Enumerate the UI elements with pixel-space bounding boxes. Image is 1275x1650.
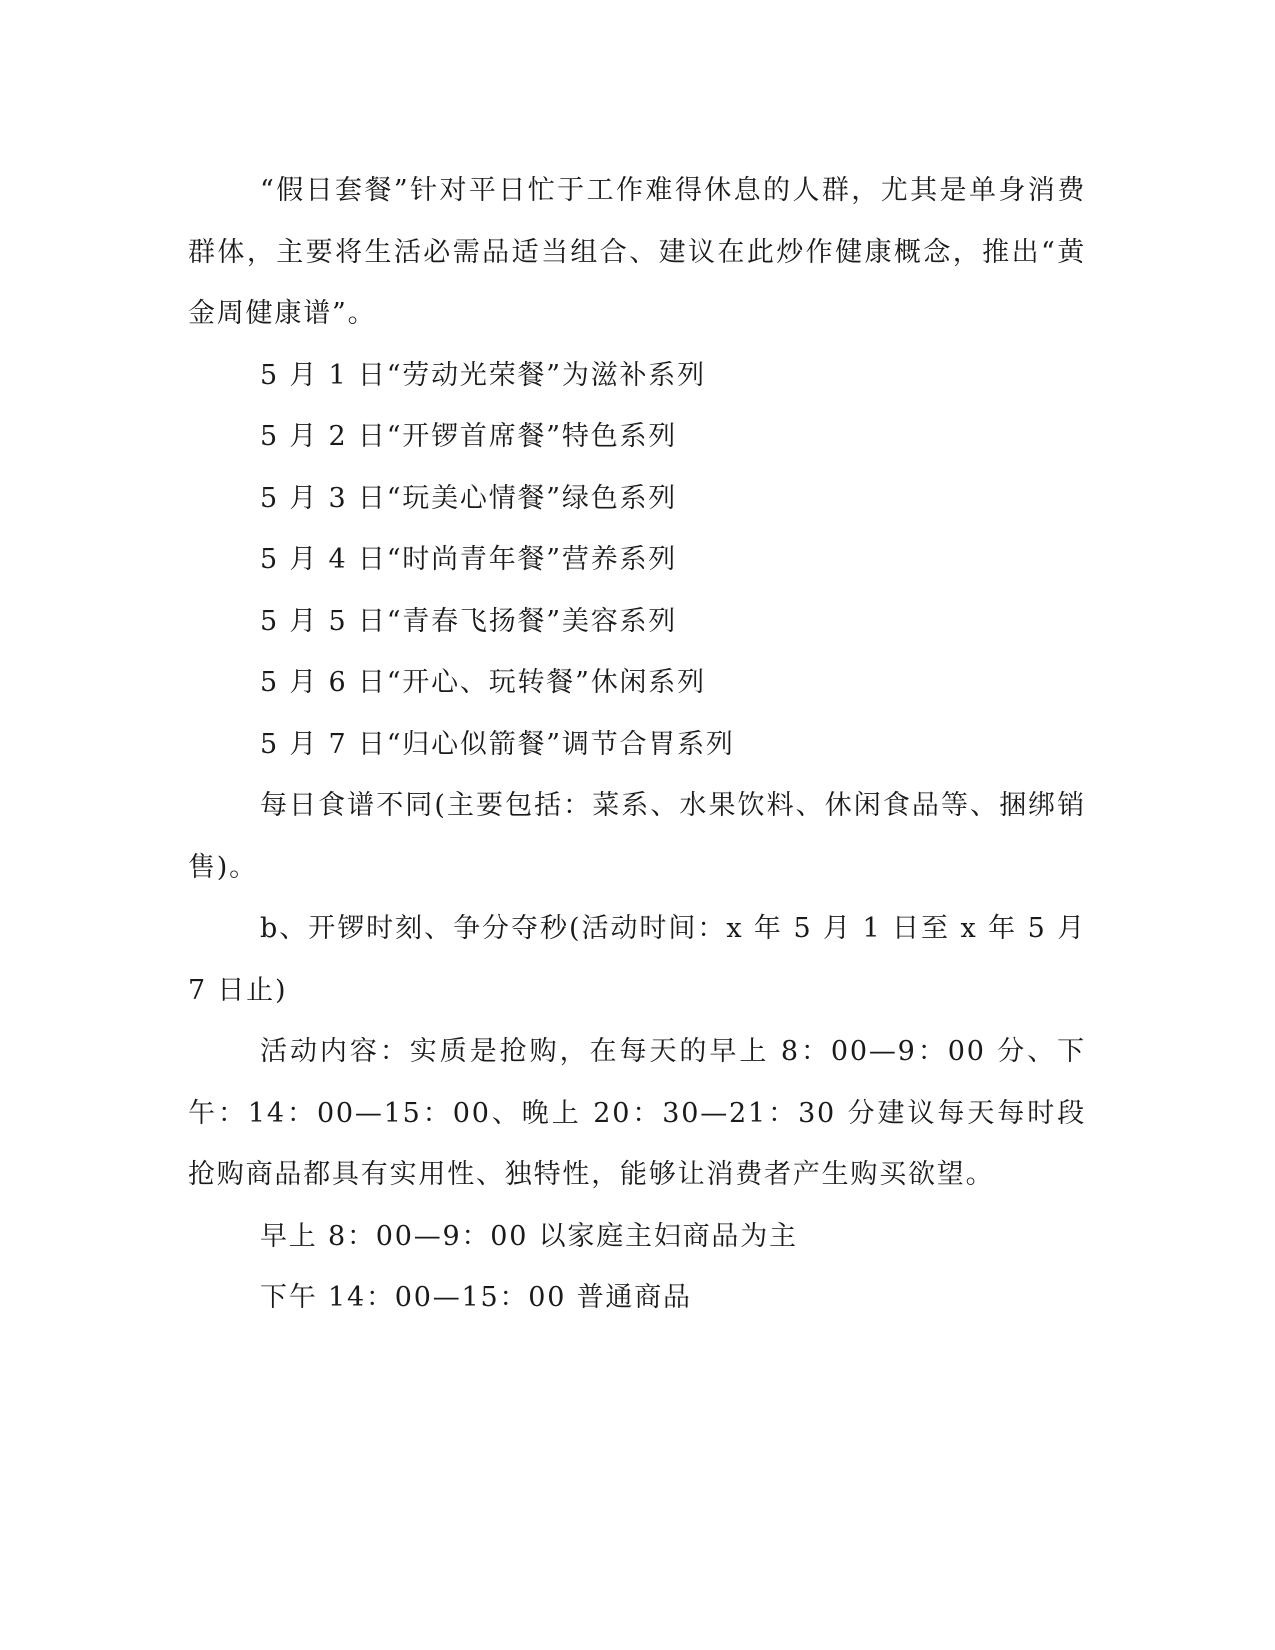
paragraph-may-7: 5 月 7 日“归心似箭餐”调节合胃系列 — [260, 728, 735, 760]
paragraph-morning-slot: 早上 8：00—9：00 以家庭主妇商品为主 — [260, 1220, 798, 1252]
paragraph-may-1: 5 月 1 日“劳动光荣餐”为滋补系列 — [260, 359, 706, 391]
paragraph-may-2: 5 月 2 日“开锣首席餐”特色系列 — [260, 421, 678, 452]
paragraph-may-4: 5 月 4 日“时尚青年餐”营养系列 — [260, 544, 678, 575]
document-body — [188, 160, 1086, 1329]
paragraph-afternoon-slot: 下午 14：00—15：00 普通商品 — [260, 1282, 692, 1313]
paragraph-may-3: 5 月 3 日“玩美心情餐”绿色系列 — [260, 482, 678, 514]
paragraph-holiday-package: “假日套餐”针对平日忙于工作难得休息的人群，尤其是单身消费群体，主要将生活必需品适当组合、建议在此炒作健康概念，推出“黄金周健康谱”。 — [188, 175, 1086, 329]
paragraph-activity-content: 活动内容：实质是抢购，在每天的早上 8：00—9：00 分、下午：14：00—15：00、晚上 20：30—21：30 分建议每天每时段抢购商品都具有实用性、独特性，能够让消费者产生购买欲望。 — [188, 1036, 1086, 1190]
paragraph-daily-menu: 每日食谱不同(主要包括：菜系、水果饮料、休闲食品等、捆绑销售)。 — [188, 790, 1086, 883]
paragraph-may-5: 5 月 5 日“青春飞扬餐”美容系列 — [260, 605, 678, 637]
paragraph-may-6: 5 月 6 日“开心、玩转餐”休闲系列 — [260, 667, 706, 698]
paragraph-gong-time: b、开锣时刻、争分夺秒(活动时间：x 年 5 月 1 日至 x 年 5 月 7 日止) — [188, 913, 1086, 1006]
